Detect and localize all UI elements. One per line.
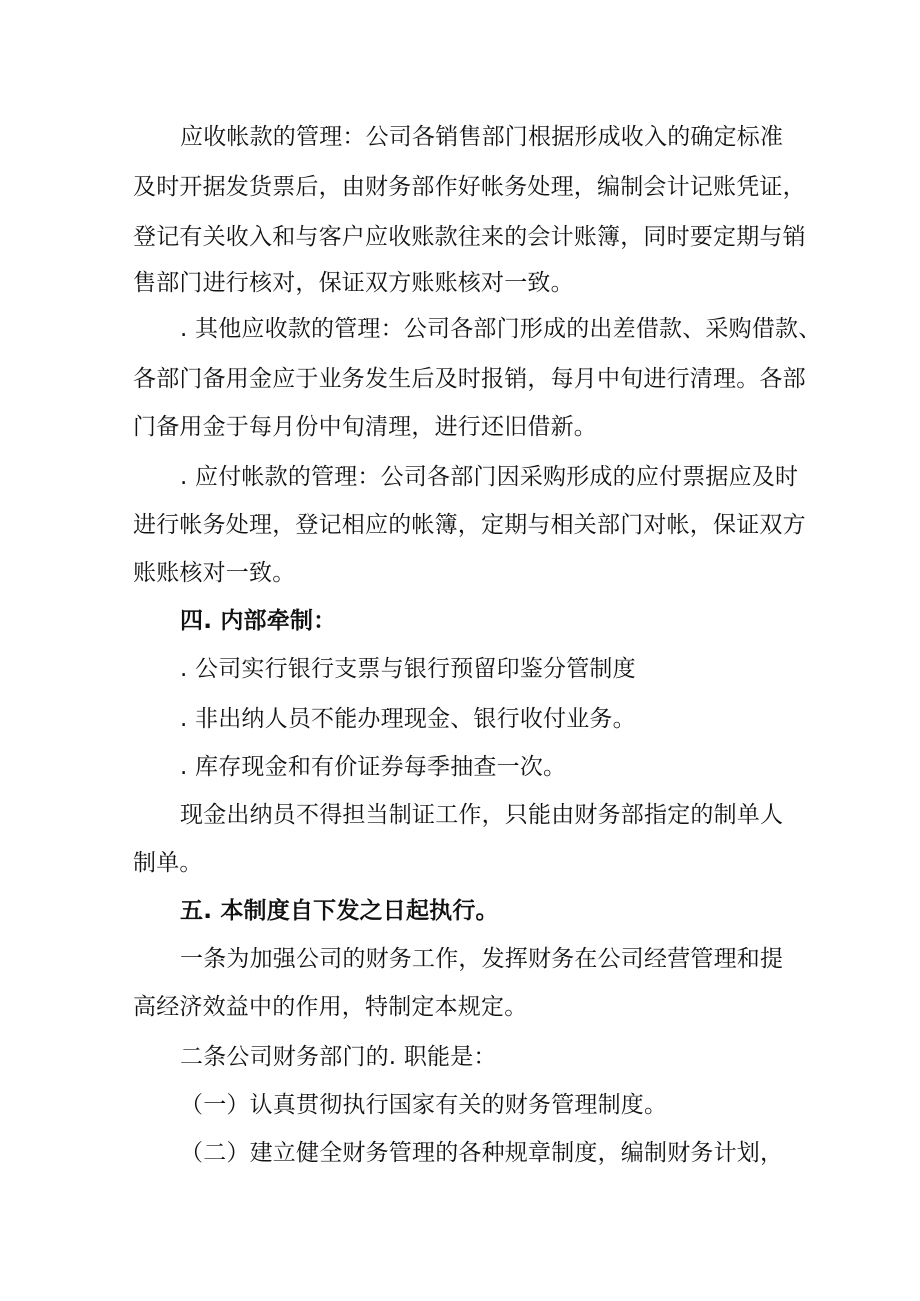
paragraph-line: 售部门进行核对，保证双方账账核对一致。 (133, 270, 574, 296)
paragraph-line: 二条公司财务部门的. 职能是： (180, 1044, 497, 1070)
section-heading: 五. 本制度自下发之日起执行。 (180, 898, 499, 924)
list-item: （一）认真贯彻执行国家有关的财务管理制度。 (180, 1092, 668, 1118)
list-item: . 非出纳人员不能办理现金、银行收付业务。 (180, 706, 636, 732)
list-item: . 库存现金和有价证券每季抽查一次。 (180, 754, 567, 780)
section-heading: 四. 内部牵制： (180, 608, 337, 634)
paragraph-line: 及时开据发货票后，由财务部作好帐务处理，编制会计记账凭证， (133, 174, 806, 200)
paragraph-line: 现金出纳员不得担当制证工作，只能由财务部指定的制单人 (180, 802, 784, 828)
paragraph-line: 应收帐款的管理：公司各销售部门根据形成收入的确定标准 (180, 124, 784, 150)
paragraph-line: 一条为加强公司的财务工作，发挥财务在公司经营管理和提 (180, 946, 784, 972)
paragraph-line: 高经济效益中的作用，特制定本规定。 (133, 994, 528, 1020)
paragraph-line: 门备用金于每月份中旬清理，进行还旧借新。 (133, 414, 597, 440)
paragraph-line: 制单。 (133, 850, 203, 876)
list-item: （二）建立健全财务管理的各种规章制度，编制财务计划， (180, 1140, 784, 1166)
paragraph-line: . 其他应收款的管理：公司各部门形成的出差借款、采购借款、 (180, 316, 822, 342)
list-item: . 公司实行银行支票与银行预留印鉴分管制度 (180, 656, 636, 682)
paragraph-line: 各部门备用金应于业务发生后及时报销，每月中旬进行清理。各部 (133, 366, 806, 392)
paragraph-line: 进行帐务处理，登记相应的帐簿，定期与相关部门对帐，保证双方 (133, 512, 806, 538)
paragraph-line: 登记有关收入和与客户应收账款往来的会计账簿，同时要定期与销 (133, 224, 806, 250)
paragraph-line: 账账核对一致。 (133, 560, 296, 586)
paragraph-line: . 应付帐款的管理：公司各部门因采购形成的应付票据应及时 (180, 464, 799, 490)
